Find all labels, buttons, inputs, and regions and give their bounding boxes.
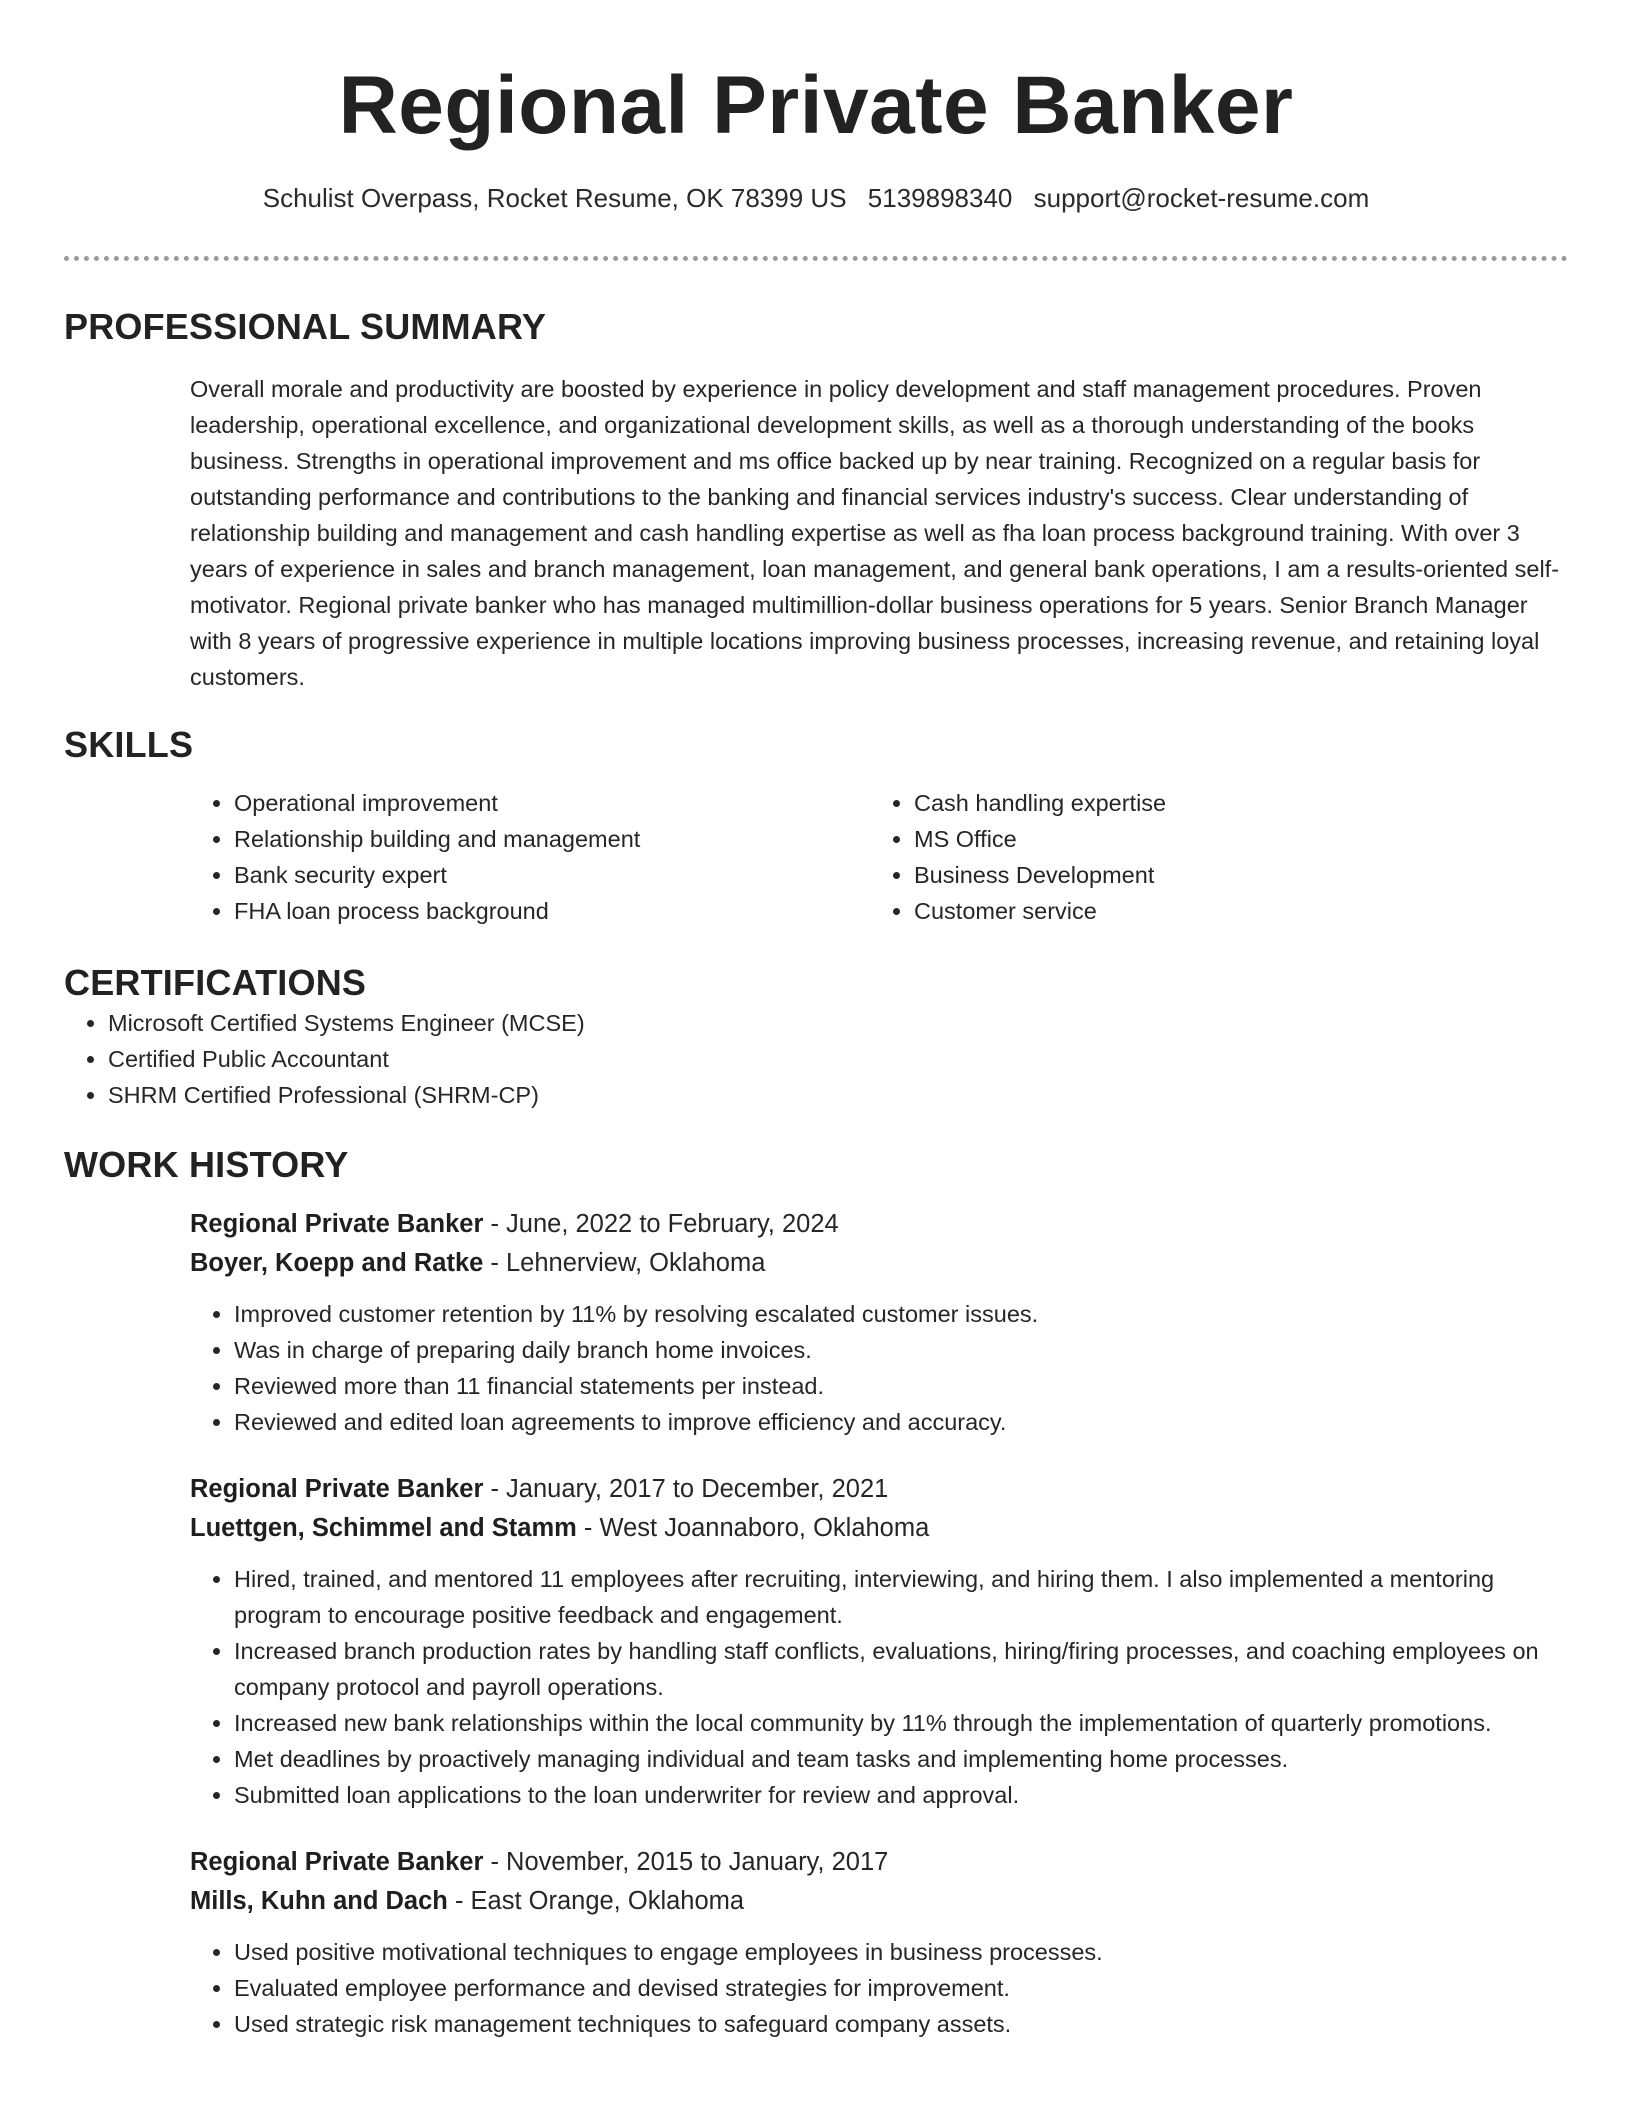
job-company-line xyxy=(190,1882,1568,1921)
job-company: Mills, Kuhn and Dach xyxy=(190,1887,448,1915)
job-bullet: • Hired, trained, and mentored 11 employees after recruiting, interviewing, and hiring them. I also implemented a mentoring program to encourage positive feedback and engagement. xyxy=(234,1561,1568,1633)
job-bullets xyxy=(190,1296,1568,1440)
job-bullet: • Submitted loan applications to the loan underwriter for review and approval. xyxy=(234,1777,1568,1813)
job-bullet: • Increased branch production rates by handling staff conflicts, evaluations, hiring/firing processes, and coaching employees on company protocol and payroll operations. xyxy=(234,1633,1568,1705)
skill-item: • Relationship building and management xyxy=(234,821,870,857)
job-bullet: • Reviewed more than 11 financial statements per instead. xyxy=(234,1368,1568,1404)
skill-item: • FHA loan process background xyxy=(234,893,870,929)
job-role: Regional Private Banker xyxy=(190,1210,484,1238)
job-bullet: • Met deadlines by proactively managing individual and team tasks and implementing home processes. xyxy=(234,1741,1568,1777)
summary-title: PROFESSIONAL SUMMARY xyxy=(64,306,547,347)
skill-item: • Cash handling expertise xyxy=(914,785,1568,821)
job-bullet: • Was in charge of preparing daily branch home invoices. xyxy=(234,1332,1568,1368)
job-bullets xyxy=(190,1934,1568,2042)
job-company-line xyxy=(190,1509,1568,1548)
job-dates: - January, 2017 to December, 2021 xyxy=(483,1475,889,1503)
job-title-line xyxy=(190,1205,1568,1244)
skill-item: • Operational improvement xyxy=(234,785,870,821)
job-title-line xyxy=(190,1843,1568,1882)
job-dates: - November, 2015 to January, 2017 xyxy=(483,1848,889,1876)
job-entry xyxy=(190,1470,1568,1813)
resume-header xyxy=(64,0,1568,214)
skill-item: • Business Development xyxy=(914,857,1568,893)
job-bullet: • Improved customer retention by 11% by resolving escalated customer issues. xyxy=(234,1296,1568,1332)
job-title-line xyxy=(190,1470,1568,1509)
work-history-section xyxy=(64,1143,1568,2042)
summary-section xyxy=(64,305,1568,695)
certification-item: • Microsoft Certified Systems Engineer (MCSE) xyxy=(108,1005,1568,1041)
certification-item: • Certified Public Accountant xyxy=(108,1041,1568,1077)
header-divider xyxy=(64,256,1568,261)
job-bullet: • Used positive motivational techniques to engage employees in business processes. xyxy=(234,1934,1568,1970)
skill-item: • Customer service xyxy=(914,893,1568,929)
job-location: - Lehnerview, Oklahoma xyxy=(483,1249,766,1277)
summary-text: Overall morale and productivity are boosted by experience in policy development and staff management procedures. Proven leadership, operational excellence, and organizational development skills, as well as a thorough understanding of the books business. Strengths in operational improvement and ms office backed up by near training. Recognized on a regular basis for outstanding performance and contributions to the banking and financial services industry's success. Clear understanding of relationship building and management and cash handling expertise as well as fha loan process background training. With over 3 years of experience in sales and branch management, loan management, and general bank operations, I am a results-oriented self-motivator. Regional private banker who has managed multimillion-dollar business operations for 5 years. Senior Branch Manager with 8 years of progressive experience in multiple locations improving business processes, increasing revenue, and retaining loyal customers. xyxy=(190,376,1560,690)
skills-list-left xyxy=(190,785,870,929)
certifications-title: CERTIFICATIONS xyxy=(64,962,367,1003)
contact-line xyxy=(64,182,1568,214)
candidate-name: Regional Private Banker xyxy=(338,60,1294,151)
job-location: - West Joannaboro, Oklahoma xyxy=(576,1514,930,1542)
job-company-line xyxy=(190,1244,1568,1283)
job-entry xyxy=(190,1843,1568,2042)
skills-title: SKILLS xyxy=(64,724,194,765)
job-bullet: • Reviewed and edited loan agreements to improve efficiency and accuracy. xyxy=(234,1404,1568,1440)
skills-list-right xyxy=(870,785,1568,929)
job-bullet: • Evaluated employee performance and devised strategies for improvement. xyxy=(234,1970,1568,2006)
job-entry xyxy=(190,1205,1568,1440)
job-role: Regional Private Banker xyxy=(190,1475,484,1503)
job-company: Boyer, Koepp and Ratke xyxy=(190,1249,484,1277)
job-bullet: • Increased new bank relationships within the local community by 11% through the implementation of quarterly promotions. xyxy=(234,1705,1568,1741)
skills-section xyxy=(64,723,1568,929)
certifications-section xyxy=(64,961,1568,1113)
job-dates: - June, 2022 to February, 2024 xyxy=(483,1210,839,1238)
contact-email: support@rocket-resume.com xyxy=(1033,183,1370,213)
work-history-title: WORK HISTORY xyxy=(64,1144,349,1185)
job-company: Luettgen, Schimmel and Stamm xyxy=(190,1514,577,1542)
job-bullets xyxy=(190,1561,1568,1813)
certification-item: • SHRM Certified Professional (SHRM-CP) xyxy=(108,1077,1568,1113)
skills-grid xyxy=(190,785,1568,929)
skill-item: • MS Office xyxy=(914,821,1568,857)
job-role: Regional Private Banker xyxy=(190,1848,484,1876)
job-location: - East Orange, Oklahoma xyxy=(447,1887,745,1915)
contact-address: Schulist Overpass, Rocket Resume, OK 78399 US xyxy=(262,183,847,213)
job-bullet: • Used strategic risk management techniques to safeguard company assets. xyxy=(234,2006,1568,2042)
skill-item: • Bank security expert xyxy=(234,857,870,893)
contact-phone: 5139898340 xyxy=(867,183,1013,213)
certifications-list xyxy=(64,1005,1568,1113)
